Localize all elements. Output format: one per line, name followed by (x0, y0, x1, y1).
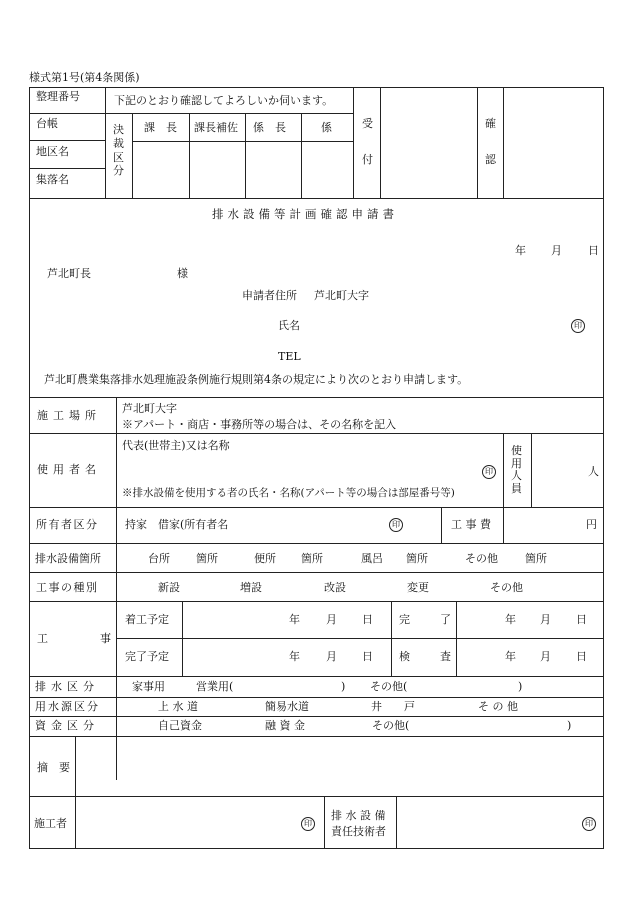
table-border-left (29, 87, 30, 849)
role-kacho: 課 長 (144, 121, 177, 134)
drain-class-business-close: ) (341, 680, 346, 693)
water-source-other: そ の 他 (478, 700, 518, 713)
end-year: 年 (289, 650, 300, 663)
end-day: 日 (362, 650, 373, 663)
complete-day: 日 (576, 613, 587, 626)
end-plan-label: 完了予定 (125, 650, 169, 663)
application-statement: 芦北町農業集落排水処理施設条例施行規則第4条の規定により次のとおり申請します。 (44, 373, 469, 386)
builder-label: 施工者 (34, 817, 67, 830)
drain-class-other-close: ) (518, 680, 523, 693)
inspect-day: 日 (576, 650, 587, 663)
location-line1: 芦北町大字 (122, 402, 177, 415)
funding-other-close: ) (567, 719, 572, 732)
work-type-renovate: 改設 (324, 581, 346, 594)
user-note: ※排水設備を使用する者の氏名・名称(アパート等の場合は部屋番号等) (122, 487, 455, 499)
user-seal-icon: 印 (482, 465, 496, 479)
role-kakaricho: 係 長 (253, 121, 286, 134)
application-title: 排水設備等計画確認申請書 (212, 207, 398, 221)
water-source-tap: 上 水 道 (158, 700, 198, 713)
fixture-toilet-unit: 箇所 (301, 552, 323, 565)
date-day: 日 (588, 244, 599, 257)
date-month: 月 (551, 244, 562, 257)
work-type-change: 変更 (407, 581, 429, 594)
drain-class-business: 営業用( (196, 680, 234, 693)
inspect-month: 月 (540, 650, 551, 663)
drain-class-label: 排水区分 (35, 680, 99, 693)
start-day: 日 (362, 613, 373, 626)
shurakumei-label: 集落名 (36, 173, 69, 186)
work-type-new: 新設 (158, 581, 180, 594)
complete-year: 年 (505, 613, 516, 626)
applicant-address-label: 申請者住所 (242, 289, 297, 302)
owner-value: 持家 借家(所有者名 (125, 518, 229, 531)
water-source-well: 井 戸 (371, 700, 415, 713)
fixture-toilet: 便所 (254, 552, 276, 565)
funding-label: 資金区分 (35, 719, 99, 732)
fixtures-label: 排水設備箇所 (35, 552, 101, 565)
role-kacho-hosa: 課長補佐 (194, 121, 238, 134)
water-source-label: 用水源区分 (35, 700, 100, 713)
fixture-kitchen: 台所 (148, 552, 170, 565)
owner-seal-icon: 印 (389, 518, 403, 532)
work-type-other: その他 (490, 581, 523, 594)
people-count-unit: 人 (588, 465, 599, 478)
fixture-bath: 風呂 (361, 552, 383, 565)
people-count-label: 使 用 人 員 (511, 444, 522, 495)
kakunin-label: 確 認 (485, 117, 496, 166)
user-label: 使用者名 (37, 463, 101, 476)
fixture-other: その他 (465, 552, 498, 565)
addressee: 芦北町長 (47, 267, 91, 280)
applicant-address-value: 芦北町大字 (314, 289, 369, 302)
kessai-kubun-label: 決 裁 区 分 (113, 123, 124, 178)
applicant-name-label: 氏名 (278, 319, 300, 332)
location-line2: ※アパート・商店・事務所等の場合は、その名称を記入 (122, 418, 397, 431)
inspect-year: 年 (505, 650, 516, 663)
summary-label: 摘 要 (37, 761, 70, 774)
drain-class-household: 家事用 (132, 680, 165, 693)
fixture-kitchen-unit: 箇所 (196, 552, 218, 565)
owner-label: 所有者区分 (36, 518, 99, 531)
table-border-right (603, 87, 604, 849)
confirm-request-text: 下記のとおり確認してよろしいか伺います。 (114, 94, 334, 107)
form-id: 様式第1号(第4条関係) (29, 71, 140, 84)
construction-label-2: 事 (100, 632, 111, 645)
daicho-label: 台帳 (36, 117, 58, 130)
fixture-bath-unit: 箇所 (406, 552, 428, 565)
date-year: 年 (515, 244, 526, 257)
engineer-label-2: 責任技術者 (331, 825, 386, 838)
start-month: 月 (326, 613, 337, 626)
funding-loan: 融 資 金 (265, 719, 305, 732)
chikumei-label: 地区名 (36, 145, 69, 158)
complete-label-1: 完 (399, 613, 410, 626)
location-label: 施工場所 (37, 409, 101, 422)
addressee-sama: 様 (177, 267, 188, 280)
inspect-label-2: 査 (440, 650, 451, 663)
engineer-label-1: 排 水 設 備 (331, 809, 386, 822)
tel-label: TEL (278, 350, 301, 363)
work-type-extend: 増設 (240, 581, 262, 594)
complete-month: 月 (540, 613, 551, 626)
engineer-seal-icon: 印 (582, 817, 596, 831)
construction-cost-unit: 円 (586, 518, 597, 531)
applicant-seal-icon: 印 (571, 319, 585, 333)
table-border-top (29, 87, 603, 88)
funding-other: その他( (372, 719, 410, 732)
construction-label-1: 工 (37, 632, 48, 645)
drain-class-other: その他( (370, 680, 408, 693)
start-plan-label: 着工予定 (125, 613, 169, 626)
user-line1: 代表(世帯主)又は名称 (122, 439, 230, 452)
construction-cost-label: 工 事 費 (451, 518, 491, 531)
funding-self: 自己資金 (158, 719, 202, 732)
seiri-bango-label: 整理番号 (36, 90, 80, 103)
water-source-simple: 簡易水道 (265, 700, 309, 713)
fixture-other-unit: 箇所 (525, 552, 547, 565)
work-type-label: 工事の種別 (36, 581, 99, 594)
complete-label-2: 了 (440, 613, 451, 626)
uketsuke-label: 受 付 (362, 117, 373, 166)
start-year: 年 (289, 613, 300, 626)
builder-seal-icon: 印 (301, 817, 315, 831)
end-month: 月 (326, 650, 337, 663)
inspect-label-1: 検 (399, 650, 410, 663)
table-border-bottom (29, 848, 603, 849)
role-kakari: 係 (321, 121, 332, 134)
